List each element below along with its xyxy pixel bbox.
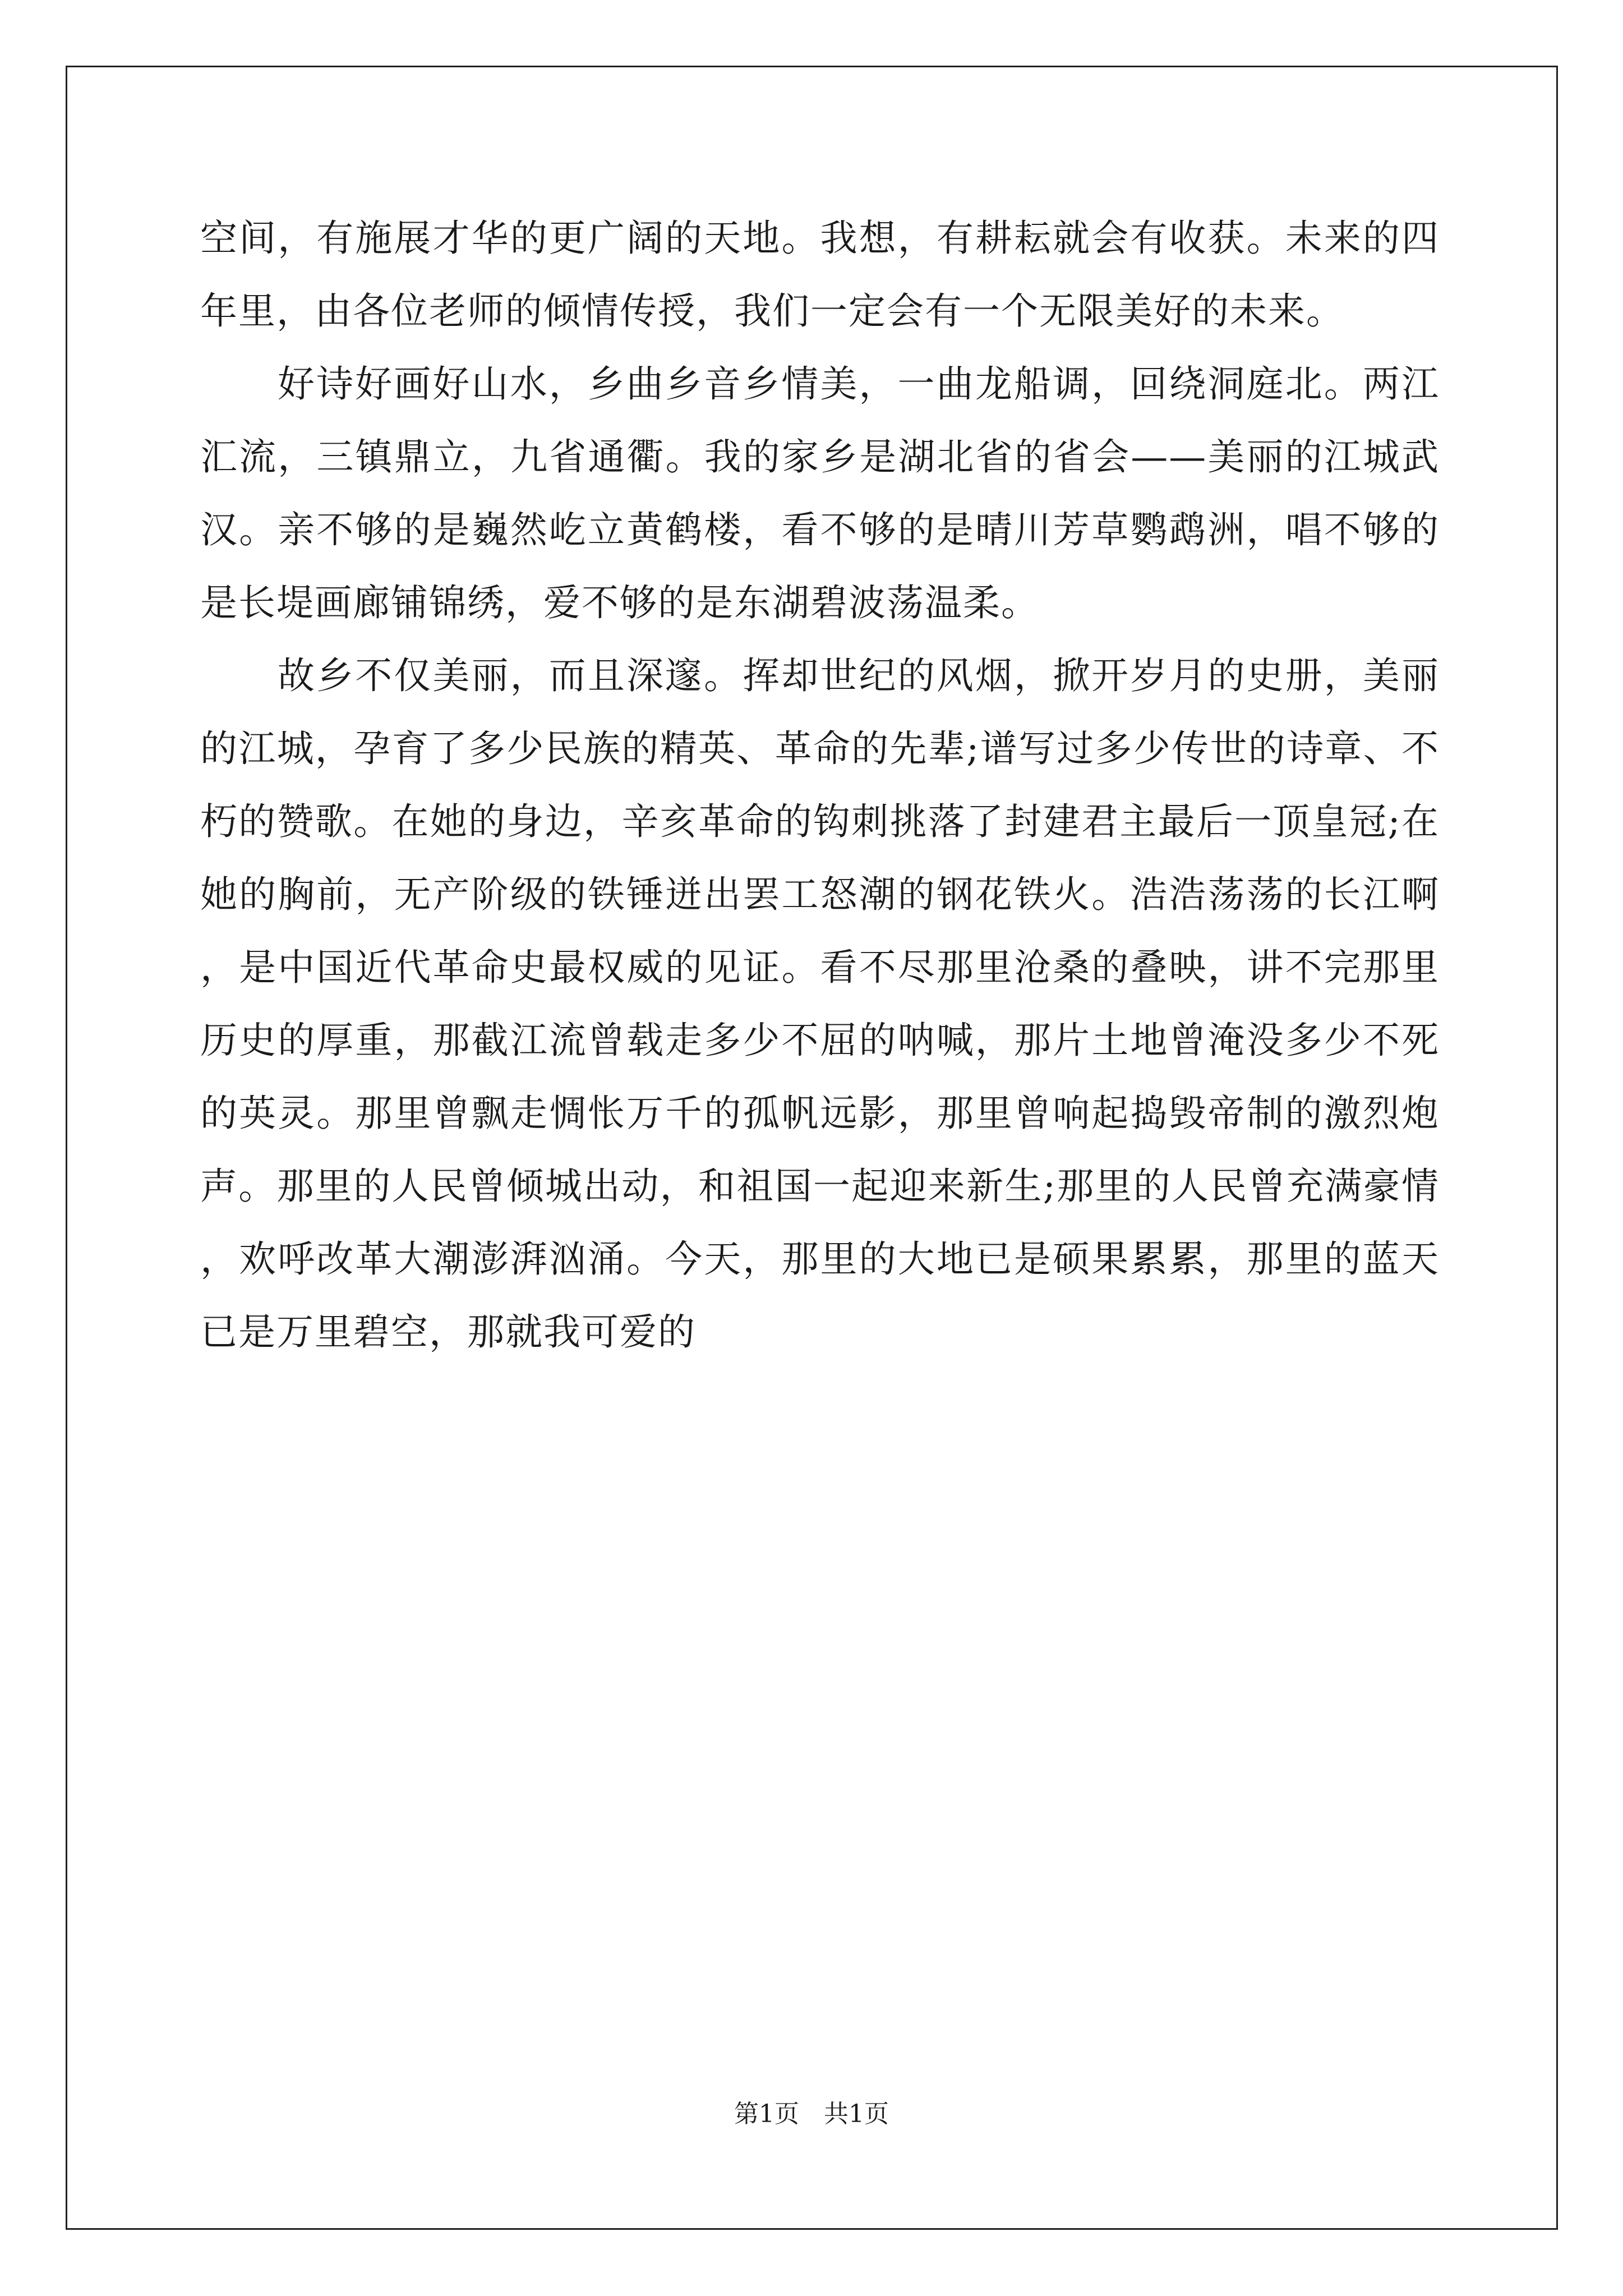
- page-footer: 第1页 共1页: [734, 2100, 889, 2128]
- paragraph: 空间，有施展才华的更广阔的天地。我想，有耕耘就会有收获。未来的四年里，由各位老师的倾情传授，我们一定会有一个无限美好的未来。: [200, 217, 1440, 333]
- paragraph: 好诗好画好山水，乡曲乡音乡情美，一曲龙船调，回绕洞庭北。两江汇流，三镇鼎立，九省通衢。我的家乡是湖北省的省会——美丽的江城武汉。亲不够的是巍然屹立黄鹤楼，看不够的是晴川芳草鹦鹉洲，唱不够的是长堤画廊铺锦绣，爱不够的是东湖碧波荡温柔。: [200, 362, 1440, 624]
- paragraph: 故乡不仅美丽，而且深邃。挥却世纪的风烟，掀开岁月的史册，美丽的江城，孕育了多少民族的精英、革命的先辈;谱写过多少传世的诗章、不朽的赞歌。在她的身边，辛亥革命的钩刺挑落了封建君主最后一顶皇冠;在她的胸前，无产阶级的铁锤迸出罢工怒潮的钢花铁火。浩浩荡荡的长江啊，是中国近代革命史最权威的见证。看不尽那里沧桑的叠映，讲不完那里历史的厚重，那截江流曾载走多少不屈的呐喊，那片土地曾淹没多少不死的英灵。那里曾飘走惆怅万千的孤帆远影，那里曾响起捣毁帝制的激烈炮声。那里的人民曾倾城出动，和祖国一起迎来新生;那里的人民曾充满豪情，欢呼改革大潮澎湃汹涌。今天，那里的大地已是硕果累累，那里的蓝天已是万里碧空，那就我可爱的: [200, 654, 1440, 1354]
- document-body: [200, 202, 1440, 1369]
